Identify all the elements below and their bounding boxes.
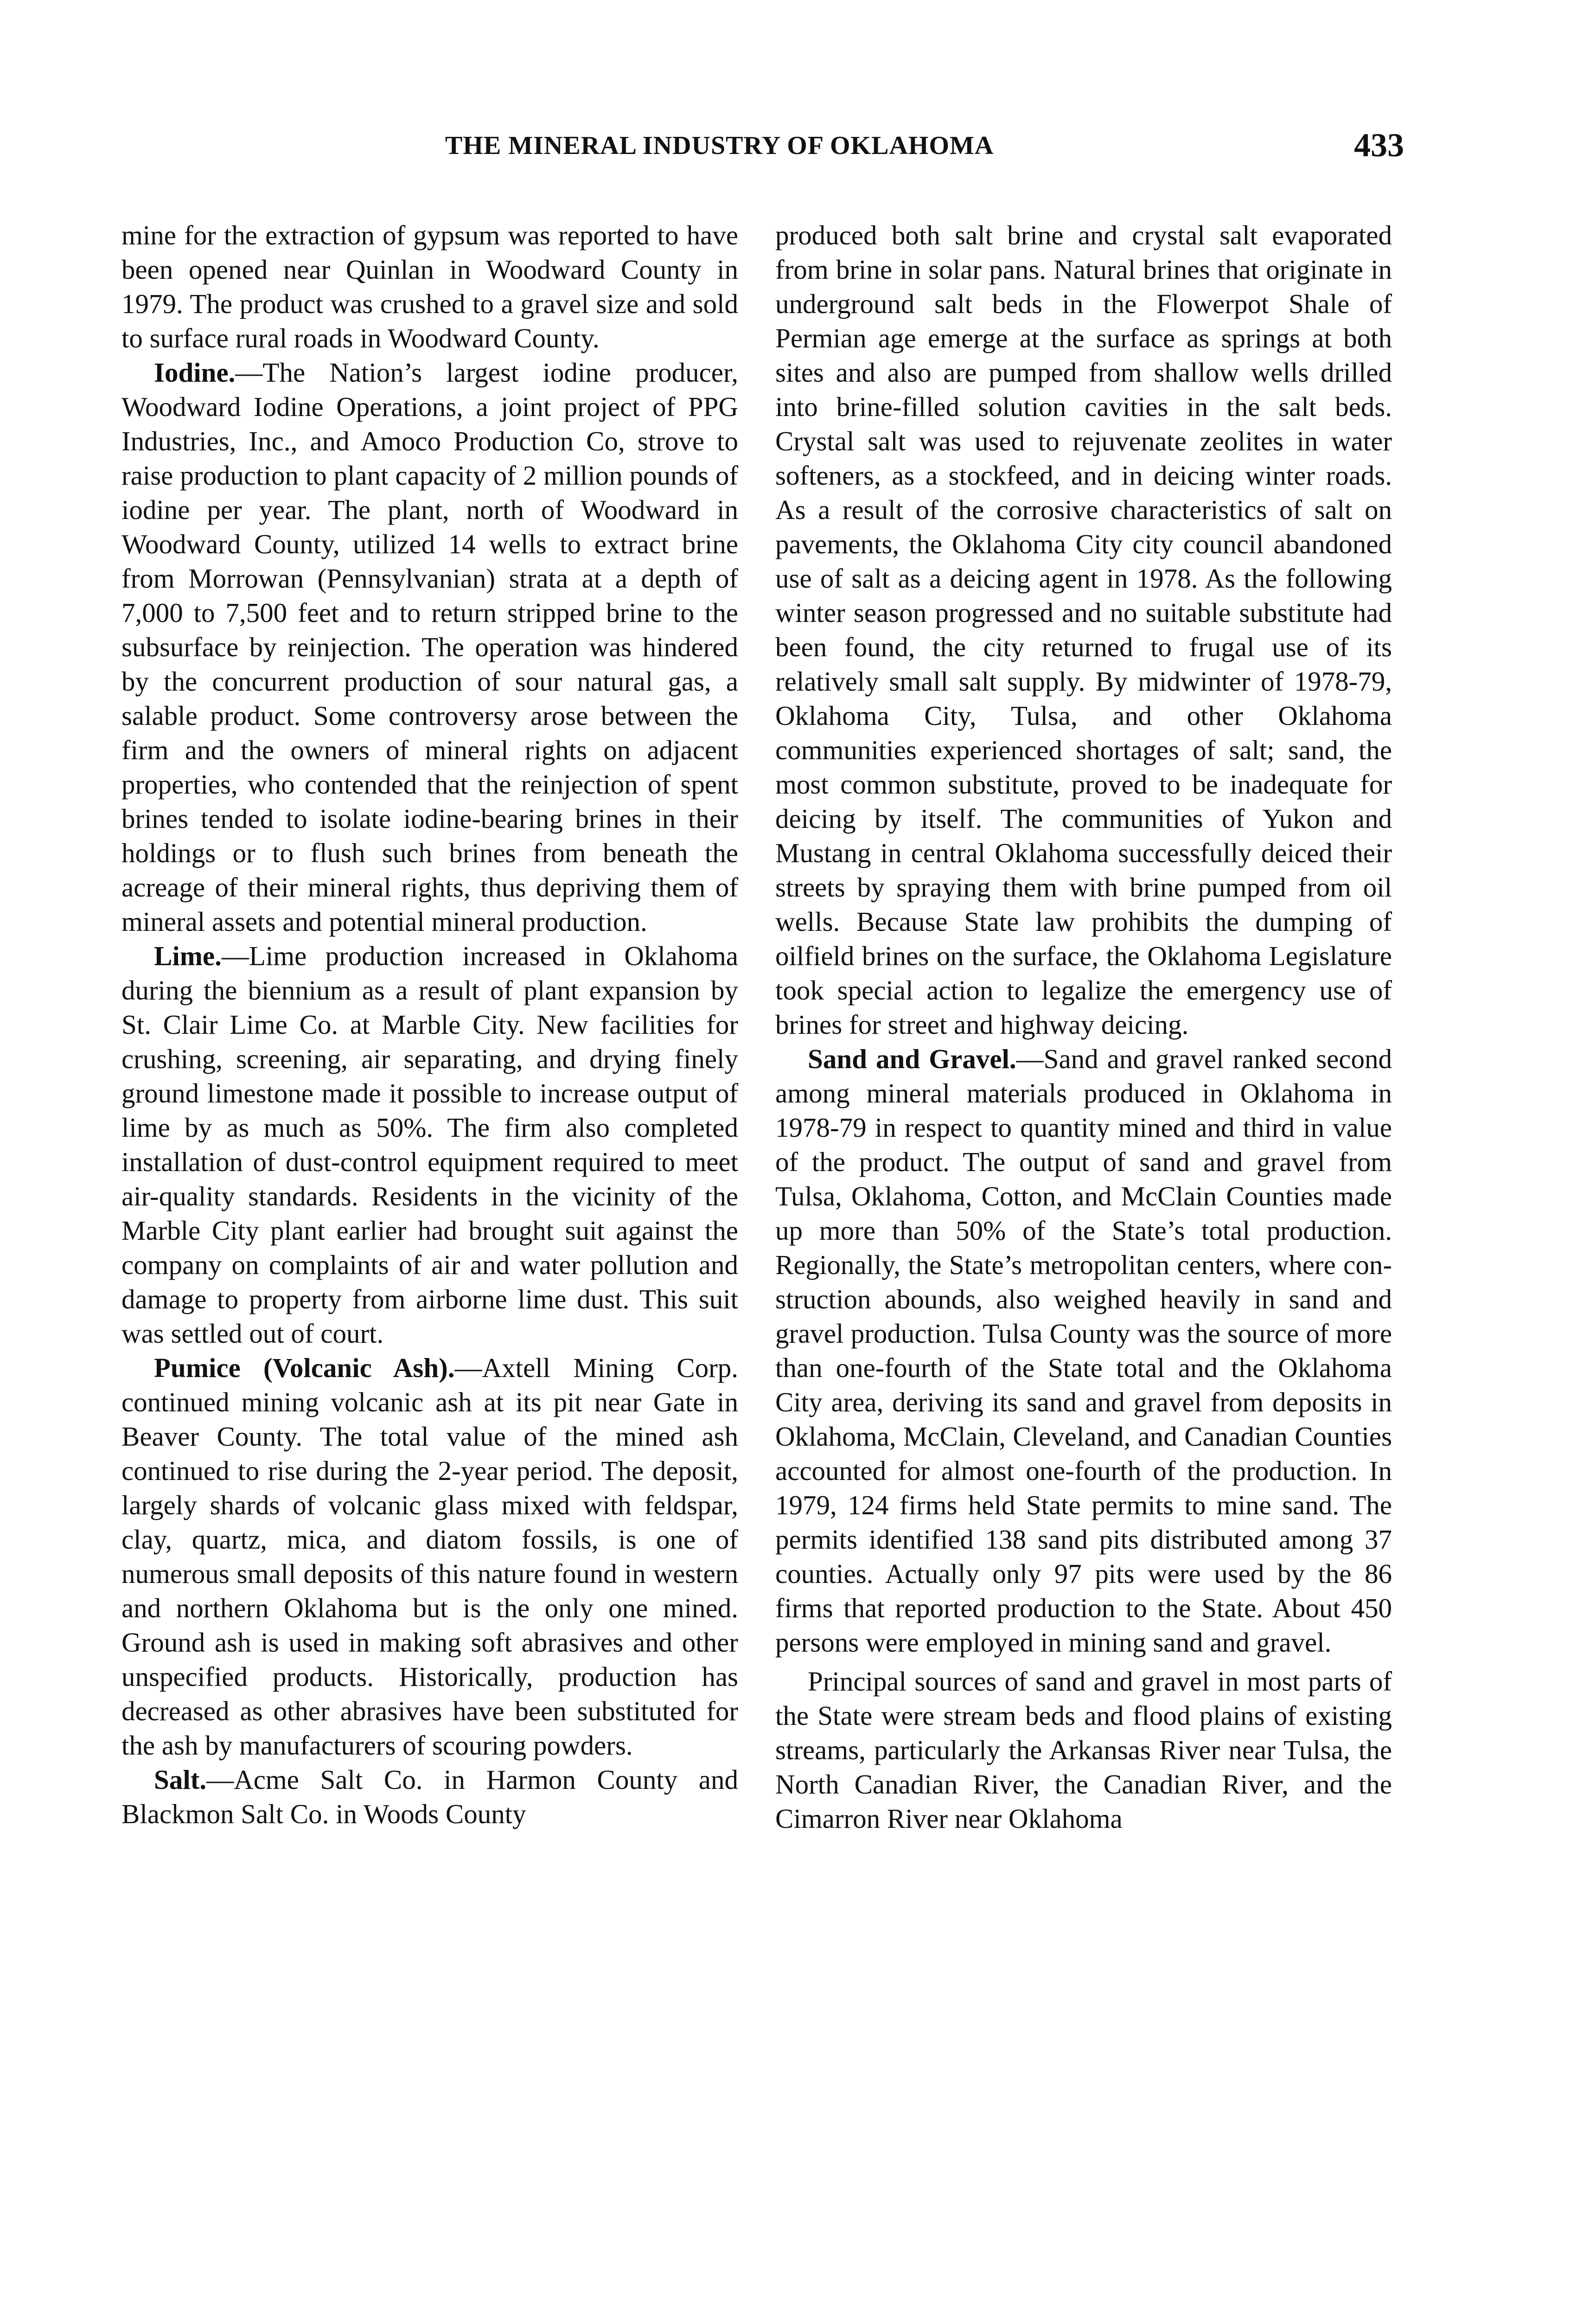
section-heading-pumice: Pumice (Volcanic Ash). (154, 1352, 455, 1383)
paragraph-iodine: Iodine.—The Nation’s largest iodine producer, Woodward Iodine Operations, a joint project of PPG Industries, Inc., and Amoco Production Co, strove to raise production to plant capacity of 2 million pounds of iodine per year. The plant, north of Woodward in Woodward County, utilized 14 wells to extract brine from Morrowan (Pennsylvanian) strata at a depth of 7,000 to 7,500 feet and to return stripped brine to the subsurface by reinjection. The operation was hindered by the concurrent production of sour natural gas, a salable product. Some controversy arose between the firm and the owners of mineral rights on adjacent properties, who contended that the reinjection of spent brines tended to isolate iodine-bearing brines in their holdings or to flush such brines from beneath the acreage of their mineral rights, thus depriving them of mineral assets and potential mineral production. (121, 357, 738, 937)
section-heading-sand-and-gravel: Sand and Gravel. (808, 1044, 1016, 1074)
paragraph-sand-and-gravel: Sand and Gravel.—Sand and gravel ranked second among mineral materials produced in Oklahoma in 1978-79 in respect to quantity mined and third in value of the product. The output of sand and gravel from Tulsa, Oklahoma, Cotton, and McClain Counties made up more than 50% of the State’s total production. Regionally, the State’s metropolitan centers, where construction abounds, also weighed heavily in sand and gravel production. Tulsa County was the source of more than one-fourth of the State total and the Oklahoma City area, deriving its sand and gravel from deposits in Oklahoma, McClain, Cleveland, and Canadian Counties accounted for almost one-fourth of the production. In 1979, 124 firms held State permits to mine sand. The permits identified 138 sand pits distributed among 37 counties. Actually only 97 pits were used by the 86 firms that reported production to the State. About 450 persons were employed in mining sand and gravel. (775, 1044, 1392, 1658)
paragraph-principal-sources: Principal sources of sand and gravel in most parts of the State were stream beds and flood plains of existing streams, particularly the Arkansas River near Tulsa, the North Canadian River, the Canadian River, and the Cimarron River near Oklahoma (775, 1666, 1392, 1834)
paragraph-lime: Lime.—Lime production increased in Oklahoma during the biennium as a result of plant expansion by St. Clair Lime Co. at Marble City. New facilities for crushing, screening, air separating, and drying finely ground limestone made it possible to increase output of lime by as much as 50%. The firm also completed installation of dust-control equipment required to meet air-quality standards. Residents in the vicinity of the Marble City plant earlier had brought suit against the company on complaints of air and water pollution and damage to property from airborne lime dust. This suit was settled out of court. (121, 941, 738, 1349)
left-column (121, 218, 738, 1831)
section-heading-iodine: Iodine. (154, 357, 236, 388)
paragraph-pumice: Pumice (Volcanic Ash).—Axtell Mining Corp. continued mining volcanic ash at its pit near Gate in Beaver County. The total value of the mined ash continued to rise during the 2-year period. The deposit, largely shards of volcanic glass mixed with feldspar, clay, quartz, mica, and diatom fossils, is one of numerous small deposits of this nature found in western and northern Oklahoma but is the only one mined. Ground ash is used in making soft abrasives and other unspecified products. Historically, production has decreased as other abrasives have been substituted for the ash by manufacturers of scouring powders. (121, 1352, 738, 1761)
section-heading-salt: Salt. (154, 1764, 207, 1795)
page-number: 433 (1354, 127, 1404, 164)
section-heading-lime: Lime. (154, 941, 222, 971)
paragraph-salt: Salt.—Acme Salt Co. in Harmon County and Blackmon Salt Co. in Woods County (121, 1764, 738, 1829)
paragraph-salt-continued: produced both salt brine and crystal salt evaporated from brine in solar pans. Natural brines that originate in underground salt beds in the Flowerpot Shale of Permian age emerge at the surface as springs at both sites and also are pumped from shallow wells drilled into brine-filled solution cavities in the salt beds. Crystal salt was used to rejuvenate zeolites in water softeners, as a stockfeed, and in deicing winter roads. As a result of the corrosive characteristics of salt on pavements, the Oklahoma City city council abandoned use of salt as a deicing agent in 1978. As the following winter season progressed and no suitable substitute had been found, the city returned to frugal use of its relatively small salt supply. By midwinter of 1978-79, Oklahoma City, Tulsa, and other Oklahoma communities experienced shortages of salt; sand, the most common substitute, proved to be inadequate for deicing by itself. The communities of Yukon and Mustang in central Oklahoma successfully deiced their streets by spraying them with brine pumped from oil wells. Because State law prohibits the dumping of oilfield brines on the surface, the Oklahoma Legislature took special action to legalize the emergency use of brines for street and highway deicing. (775, 220, 1392, 1040)
right-column (775, 218, 1392, 1836)
paragraph-gypsum-continued: mine for the extraction of gypsum was reported to have been opened near Quinlan in Woodward County in 1979. The product was crushed to a gravel size and sold to surface rural roads in Woodward County. (121, 220, 738, 353)
running-header-title: THE MINERAL INDUSTRY OF OKLAHOMA (445, 131, 994, 160)
